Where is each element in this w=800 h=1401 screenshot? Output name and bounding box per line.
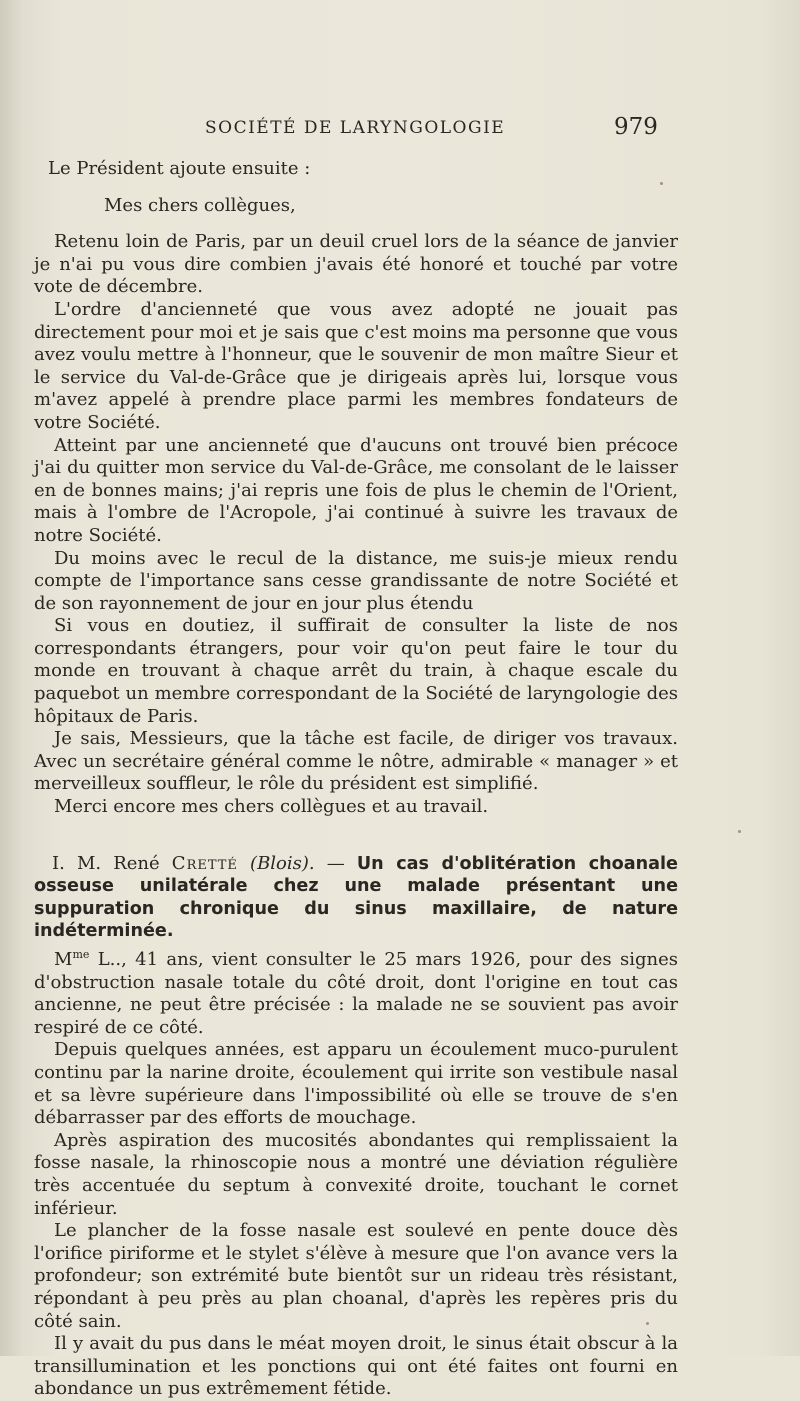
speech-paragraph: Atteint par une ancienneté que d'aucuns ont trouvé bien précoce j'ai du quitter mon service du Val-de-Grâce, me consolant de le laisser en de bonnes mains; j'ai repris une fois de plus le chemin de l'Orient, mais à l'ombre de l'Acropole, j'ai continué à suivre les travaux de notre Société. <box>34 434 678 546</box>
speech-paragraph: Je sais, Messieurs, que la tâche est facile, de diriger vos travaux. Avec un secrétaire général comme le nôtre, admirable « manager » et merveilleux souffleur, le rôle du président est simplifié. <box>34 728 678 795</box>
speech-paragraph: Du moins avec le recul de la distance, me suis-je mieux rendu compte de l'importance sans cesse grandissante de notre Société et de son rayonnement de jour en jour plus étendu <box>34 547 678 614</box>
running-title: SOCIÉTÉ DE LARYNGOLOGIE <box>205 118 506 138</box>
case-paragraph: Depuis quelques années, est apparu un écoulement muco-purulent continu par la narine droite, écoulement qui irrite son vestibule nasal et sa lèvre supérieure dans l'impossibilité où elle se trouve de s'en débarrasser par des efforts de mouchage. <box>34 1039 678 1129</box>
paper-speck <box>738 830 741 833</box>
article-heading <box>34 853 678 943</box>
case-paragraph: Le plancher de la fosse nasale est soulevé en pente douce dès l'orifice piriforme et le stylet s'élève à mesure que l'on avance vers la profondeur; son extrémité bute bientôt sur un rideau très résistant, répondant à peu près au plan choanal, d'après les repères pris du côté sain. <box>34 1220 678 1332</box>
article-title: Un cas d'oblitération choanale osseuse unilatérale chez une malade présentant une suppuration chronique du sinus maxillaire, de nature indéterminée. <box>34 853 678 942</box>
speech-paragraph: Merci encore mes chers collègues et au travail. <box>54 796 489 818</box>
paper-speck <box>660 182 663 185</box>
paper-speck <box>646 1322 649 1325</box>
page-header <box>0 114 800 144</box>
salutation: Mes chers collègues, <box>104 194 296 216</box>
article-author: Cretté <box>171 852 238 874</box>
page-number: 979 <box>614 114 658 140</box>
speech-paragraph: Si vous en doutiez, il suffirait de consulter la liste de nos correspondants étrangers, pour voir qu'on peut faire le tour du monde en trouvant à chaque arrêt du train, à chaque escale du paquebot un membre correspondant de la Société de laryngologie des hôpitaux de Paris. <box>34 615 678 727</box>
section-gap <box>34 819 678 853</box>
case-paragraph: Il y avait du pus dans le méat moyen droit, le sinus était obscur à la transillumination et les ponctions qui ont été faites ont fourni en abondance un pus extrêmement fétide. <box>34 1333 678 1400</box>
case-paragraph <box>34 949 678 1039</box>
article-number: I. M. René <box>52 852 160 874</box>
speech-paragraph: Retenu loin de Paris, par un deuil cruel lors de la séance de janvier je n'ai pu vous dire combien j'avais été honoré et touché par votre vote de décembre. <box>34 231 678 298</box>
page-spine-shadow <box>0 0 22 1356</box>
case-paragraph: Après aspiration des mucosités abondantes qui remplissaient la fosse nasale, la rhinoscopie nous a montré une déviation régulière très accentuée du septum à convexité droite, touchant le cornet inférieur. <box>34 1129 678 1219</box>
article-dash: — <box>326 852 345 874</box>
opener-line: Le Président ajoute ensuite : <box>48 158 311 179</box>
article-city: (Blois). <box>250 852 315 874</box>
patient-prefix: M <box>54 949 73 970</box>
page-body <box>34 158 678 1401</box>
speech-paragraph: L'ordre d'ancienneté que vous avez adopté ne jouait pas directement pour moi et je sais que c'est moins ma personne que vous avez voulu mettre à l'honneur, que le souvenir de mon maître Sieur et le service du Val-de-Grâce que je dirigeais après lui, lorsque vous m'avez appelé à prendre place parmi les membres fondateurs de votre Société. <box>34 298 678 433</box>
patient-superscript: me <box>72 948 90 961</box>
case-intro-text: L.., 41 ans, vient consulter le 25 mars 1926, pour des signes d'obstruction nasale totale du côté droit, dont l'origine en tout cas ancienne, ne peut être précisée : la malade ne se souvient pas avoir respiré de ce côté. <box>34 949 678 1038</box>
